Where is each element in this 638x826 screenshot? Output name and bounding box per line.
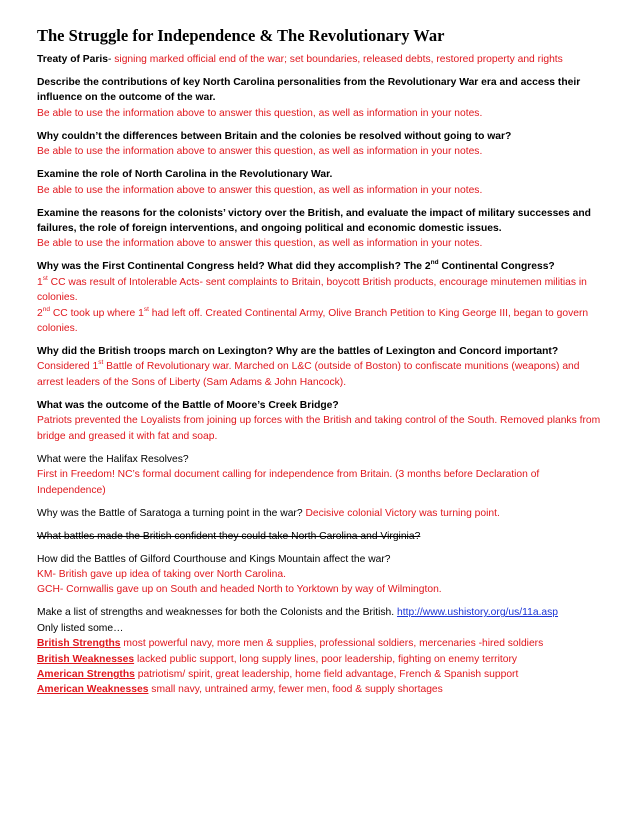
question-text: What were the Halifax Resolves? <box>37 453 189 465</box>
answer-text: Be able to use the information above to answer this question, as well as information in your notes. <box>37 146 483 158</box>
question-text: How did the Battles of Gilford Courthouse and Kings Mountain affect the war? <box>37 553 391 565</box>
answer-text: Be able to use the information above to answer this question, as well as information in your notes. <box>37 107 483 119</box>
question-text: Why did the British troops march on Lexington? Why are the battles of Lexington and Concord important? <box>37 346 559 358</box>
question-block-9 <box>37 506 608 521</box>
question-block-11 <box>37 552 608 598</box>
answer-text <box>37 359 608 390</box>
ordinal-suffix: st <box>98 359 104 367</box>
answer-part: CC took up where 1 <box>49 307 144 319</box>
question-block-12 <box>37 605 608 697</box>
answer-text: Decisive colonial Victory was turning point. <box>305 507 500 519</box>
list-text: small navy, untrained army, fewer men, food & supply shortages <box>148 684 443 696</box>
treaty-text: signing marked official end of the war; set boundaries, released debts, restored property and rights <box>114 54 563 65</box>
question-block-3 <box>37 167 608 198</box>
ordinal-suffix: nd <box>42 305 50 313</box>
page-title: The Struggle for Independence & The Revolutionary War <box>37 26 445 45</box>
treaty-of-paris-entry <box>37 52 608 67</box>
question-block-5 <box>37 259 608 336</box>
list-text: lacked public support, long supply lines, poor leadership, fighting on enemy territory <box>134 653 518 665</box>
ordinal-suffix: st <box>42 274 48 282</box>
strengths-weaknesses-item <box>37 636 608 651</box>
list-label: American Weaknesses <box>37 684 149 696</box>
question-text: Describe the contributions of key North Carolina personalities from the Revolutionary War era and access their influence on the outcome of the war. <box>37 77 581 104</box>
answer-text: Be able to use the information above to answer this question, as well as information in your notes. <box>37 184 483 196</box>
question-block-4 <box>37 206 608 252</box>
answer-text: GCH- Cornwallis gave up on South and headed North to Yorktown by way of Wilmington. <box>37 584 442 596</box>
answer-text: KM- British gave up idea of taking over North Carolina. <box>37 568 286 580</box>
prompt-text: Make a list of strengths and weaknesses for both the Colonists and the British. <box>37 607 398 619</box>
question-block-7 <box>37 398 608 444</box>
question-with-answer <box>37 506 608 521</box>
question-text: Why couldn’t the differences between Britain and the colonies be resolved without going to war? <box>37 130 512 142</box>
treaty-label: Treaty of Paris <box>37 54 108 65</box>
answer-text: First in Freedom! NC’s formal document calling for independence from Britain. (3 months before Declaration of Independence) <box>37 469 540 496</box>
strengths-weaknesses-item <box>37 682 608 697</box>
question-block-2 <box>37 129 608 160</box>
list-text: patriotism/ spirit, great leadership, home field advantage, French & Spanish support <box>134 668 519 680</box>
ordinal-suffix: nd <box>430 259 439 267</box>
answer-text <box>37 275 608 306</box>
ushistory-link[interactable]: http://www.ushistory.org/us/11a.asp <box>397 607 559 619</box>
answer-text: Be able to use the information above to answer this question, as well as information in your notes. <box>37 238 483 250</box>
strengths-weaknesses-item <box>37 652 608 667</box>
list-text: most powerful navy, more men & supplies, professional soldiers, mercenaries -hired soldiers <box>120 638 544 650</box>
question-part: Why was the First Continental Congress held? What did they accomplish? The 2 <box>37 261 431 273</box>
answer-part: Considered 1 <box>37 361 99 373</box>
list-label: British Weaknesses <box>37 653 135 665</box>
struck-question-text: What battles made the British confident they could take North Carolina and Virginia? <box>37 530 421 542</box>
answer-part: 2 <box>37 307 43 319</box>
question-text: What was the outcome of the Battle of Moore’s Creek Bridge? <box>37 399 339 411</box>
ordinal-suffix: st <box>143 305 149 313</box>
question-text: Examine the reasons for the colonists’ victory over the British, and evaluate the impact of military successes and failures, the role of foreign interventions, and ongoing political and economic domestic issues. <box>37 207 591 235</box>
question-block-6 <box>37 344 608 390</box>
answer-part: 1 <box>37 276 43 288</box>
list-label: British Strengths <box>37 638 121 650</box>
question-block-10 <box>37 529 608 544</box>
treaty-dash: - <box>107 54 115 65</box>
only-listed-note: Only listed some… <box>37 622 124 634</box>
answer-part: Battle of Revolutionary war. Marched on L&C (outside of Boston) to confiscate munitions (weapons) and arrest leaders of the Sons of Liberty (Sam Adams & John Hancock). <box>37 361 580 388</box>
question-text <box>37 259 608 274</box>
strengths-weaknesses-item <box>37 667 608 682</box>
question-text: Examine the role of North Carolina in the Revolutionary War. <box>37 169 333 181</box>
question-part: Continental Congress? <box>438 261 555 273</box>
question-block-8 <box>37 452 608 498</box>
answer-part: had left off. Created Continental Army, Olive Branch Petition to King George III, began to govern colonies. <box>37 307 589 335</box>
question-block-1 <box>37 75 608 121</box>
question-text: Why was the Battle of Saratoga a turning point in the war? <box>37 507 306 519</box>
answer-text: Patriots prevented the Loyalists from joining up forces with the British and taking control of the South. Removed planks from bridge and greased it with fat and soap. <box>37 415 601 442</box>
list-label: American Strengths <box>37 668 135 680</box>
answer-part: CC was result of Intolerable Acts- sent complaints to Britain, boycott British products, encourage minutemen militias in colonies. <box>37 276 587 304</box>
answer-text <box>37 306 608 337</box>
list-prompt <box>37 605 608 620</box>
